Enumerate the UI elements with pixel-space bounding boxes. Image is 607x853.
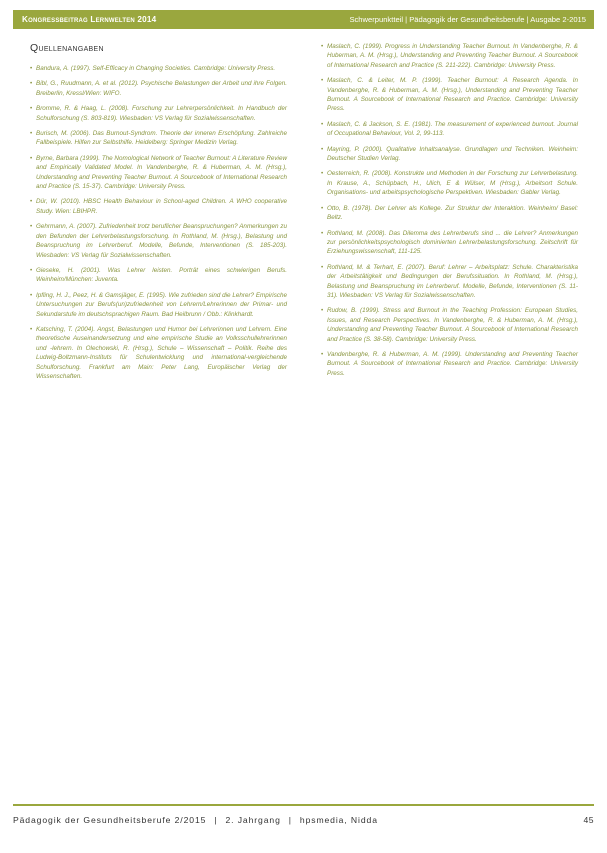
- reference-text: Bromme, R. & Haag, L. (2008). Forschung zur Lehrerpersönlichkeit. In Handbuch der Schulforschung (S. 803-819). Wiesbaden: VS Verlag für Sozialwissenschaften.: [36, 105, 287, 122]
- bullet-icon: •: [30, 105, 33, 113]
- bullet-icon: •: [321, 145, 324, 153]
- bullet-icon: •: [30, 198, 33, 206]
- footer-publication: [13, 815, 378, 825]
- bullet-icon: •: [30, 130, 33, 138]
- references-columns: [30, 42, 578, 387]
- reference-item: [321, 120, 578, 139]
- bullet-icon: •: [30, 266, 33, 274]
- left-column: [30, 42, 287, 387]
- reference-text: Rothland, M. (2008). Das Dilemma des Lehrerberufs sind ... die Lehrer? Anmerkungen zur persönlichkeitspsychologisch dominierten Lehrerbelastungsforschung. Zeitschrift für Erziehungswissenschaft, 111-125.: [327, 229, 578, 256]
- reference-text: Maslach, C. & Jackson, S. E. (1981). The measurement of experienced burnout. Journal of Occupational Behaviour, Vol. 2, 99-113.: [327, 120, 578, 138]
- reference-item: [30, 129, 287, 148]
- reference-text: Vandenberghe, R. & Huberman, A. M. (1999). Understanding and Preventing Teacher Burnout. A Sourcebook of International Research and Practice. Cambridge: University Press.: [327, 350, 578, 377]
- reference-text: Maslach, C. & Leiter, M. P. (1999). Teacher Burnout: A Research Agenda. In Vandenberghe, R. & Huberman, A. M. (Hrsg.), Understanding and Preventing Teacher Burnout. A Sourcebook of International Research and Practice. Cambridge: University Press.: [327, 77, 578, 113]
- reference-text: Rudow, B. (1999). Stress and Burnout in the Teaching Profession: European Studies, Issues, and Research Perspectives. In Vandenberghe, R. & Huberman, A. M. (Hrsg.), Understanding and Preventing Teacher Burnout. A Sourcebook of International Research and Practice (S. 38-58). Cambridge: University Press.: [327, 307, 578, 343]
- reference-text: Burisch, M. (2006). Das Burnout-Syndrom. Theorie der inneren Erschöpfung. Zahlreiche Fallbeispiele. Hilfen zur Selbsthilfe. Heidelberg: Springer Medizin Verlag.: [36, 130, 287, 147]
- footer-journal: Pädagogik der Gesundheitsberufe 2/2015: [13, 815, 207, 825]
- reference-text: Mayring, P. (2000). Qualitative Inhaltsanalyse. Grundlagen und Techniken. Weinheim: Deutscher Studien Verlag.: [327, 145, 578, 163]
- footer-separator: |: [214, 815, 218, 825]
- bullet-icon: •: [30, 80, 33, 88]
- reference-item: [321, 42, 578, 70]
- reference-text: Katsching, T. (2004). Angst, Belastungen und Humor bei Lehrerinnen und Lehrern. Eine theoretische Auseinandersetzung und eine empirische Studie an Volksschullehrerinnen und -lehrern. In Olechowski, R. (Hrsg.), Schule – Wissenschaft – Politik. Reihe des Ludwig-Boltzmann-Instituts für Schulentwicklung und international-vergleichende Schulforschung. Frankfurt am Main: Peter Lang, Europäischer Verlag der Wissenschaften.: [36, 325, 287, 380]
- reference-item: [321, 306, 578, 344]
- reference-item: [30, 197, 287, 216]
- right-column: [321, 42, 578, 387]
- footer-volume: 2. Jahrgang: [225, 815, 281, 825]
- bullet-icon: •: [30, 223, 33, 231]
- bullet-icon: •: [321, 204, 324, 212]
- page-footer: [13, 815, 594, 825]
- bullet-icon: •: [321, 43, 324, 50]
- reference-item: [321, 204, 578, 223]
- page-number: 45: [583, 815, 594, 825]
- reference-text: Gieseke, H. (2001). Was Lehrer leisten. Porträt eines schwierigen Berufs. Weinheim/München: Juventa.: [36, 266, 287, 284]
- reference-text: Bandura, A. (1997). Self-Efficacy in Changing Societies. Cambridge: University Press.: [36, 65, 276, 72]
- reference-item: [30, 154, 287, 192]
- bullet-icon: •: [321, 307, 324, 315]
- reference-text: Otto, B. (1978). Der Lehrer als Kollege. Zur Struktur der Interaktion. Weinheim/ Basel: Beltz.: [327, 204, 578, 222]
- reference-item: [30, 64, 287, 73]
- reference-item: [321, 169, 578, 197]
- reference-item: [30, 104, 287, 123]
- footer-rule: [13, 804, 594, 806]
- reference-item: [30, 325, 287, 381]
- bullet-icon: •: [321, 77, 324, 85]
- header-issue: Schwerpunktteil | Pädagogik der Gesundheitsberufe | Ausgabe 2-2015: [349, 15, 586, 24]
- footer-publisher: hpsmedia, Nidda: [299, 815, 378, 825]
- bullet-icon: •: [321, 263, 324, 271]
- reference-text: Byrne, Barbara (1999). The Nomological Network of Teacher Burnout: A Literature Review and Empirically Validated Model. In Vandenberghe, R. & Huberman, A. M. (Hrsg.), Understanding and Preventing Teacher Burnout. A Sourcebook of International Research and Practice (S. 15-37). Cambridge: University Press.: [36, 154, 287, 191]
- reference-text: Bibl, G., Ruudmann, A. et al. (2012). Psychische Belastungen der Arbeit und ihre Folgen. Breiberlin, Kressl/Wien: WIFO.: [36, 80, 287, 97]
- reference-text: Oesterreich, R. (2008). Konstrukte und Methoden in der Forschung zur Lehrerbelastung. In Krause, A., Schüpbach, H., Ulich, E & Wülser, M (Hrsg.), Arbeitsort Schule. Organisations- und arbeitspsychologische Perspektiven. Wiesbaden: Gabler Verlag.: [327, 170, 578, 197]
- reference-text: Dür, W. (2010). HBSC Health Behaviour in School-aged Children. A WHO cooperative Study. Wien: LBIHPR.: [36, 198, 287, 215]
- running-header: [13, 10, 594, 29]
- section-title: Quellenangaben: [30, 42, 104, 54]
- reference-item: [30, 79, 287, 98]
- reference-text: Gehrmann, A. (2007). Zufriedenheit trotz beruflicher Beanspruchungen? Anmerkungen zu den Befunden der Lehrerbelastungsforschung. In Rothland, M. (Hrsg.), Belastung und Beanspruchung im Lehrerberuf. Modelle, Befunde, Interventionen (S. 185-203). Wiesbaden: VS Verlag für Sozialwissenschaften.: [36, 223, 287, 259]
- reference-item: [321, 145, 578, 164]
- bullet-icon: •: [321, 350, 324, 358]
- bullet-icon: •: [30, 65, 33, 72]
- reference-item: [321, 350, 578, 378]
- reference-item: [30, 266, 287, 285]
- header-title: Kongressbeitrag Lernwelten 2014: [22, 15, 157, 24]
- reference-item: [30, 222, 287, 260]
- reference-item: [321, 263, 578, 301]
- reference-text: Ipfling, H. J., Peez, H. & Gamsjäger, E. (1995). Wie zufrieden sind die Lehrer? Empirische Untersuchungen zur Berufs(un)zufriedenheit von Lehrern/Lehrerinnen der Primar- und Sekundarstufe im deutschsprachigen Raum. Bad Heilbrunn / Obb.: Klinkhardt.: [36, 291, 287, 318]
- footer-separator: |: [288, 815, 292, 825]
- reference-item: [321, 229, 578, 257]
- reference-item: [30, 291, 287, 319]
- bullet-icon: •: [30, 325, 33, 333]
- bullet-icon: •: [321, 170, 324, 178]
- bullet-icon: •: [30, 154, 33, 162]
- bullet-icon: •: [321, 229, 324, 237]
- bullet-icon: •: [321, 120, 324, 128]
- reference-text: Maslach, C. (1999). Progress in Understanding Teacher Burnout. In Vandenberghe, R. & Huberman, A. M. (Hrsg.), Understanding and Preventing Teacher Burnout. A Sourcebook of International Research and Practice (S. 211-222). Cambridge: University Press.: [327, 43, 578, 69]
- bullet-icon: •: [30, 291, 33, 299]
- reference-item: [321, 76, 578, 114]
- reference-text: Rothland, M. & Terhart, E. (2007). Beruf: Lehrer – Arbeitsplatz: Schule. Charakteristika der Arbeitstätigkeit und Bedingungen der Berufssituation. In Rothland, M. (Hrsg.), Belastung und Beanspruchung im Lehrerberuf. Modelle, Befunde, Interventionen (S. 11-31). Wiesbaden: VS Verlag für Sozialwissenschaften.: [327, 263, 578, 299]
